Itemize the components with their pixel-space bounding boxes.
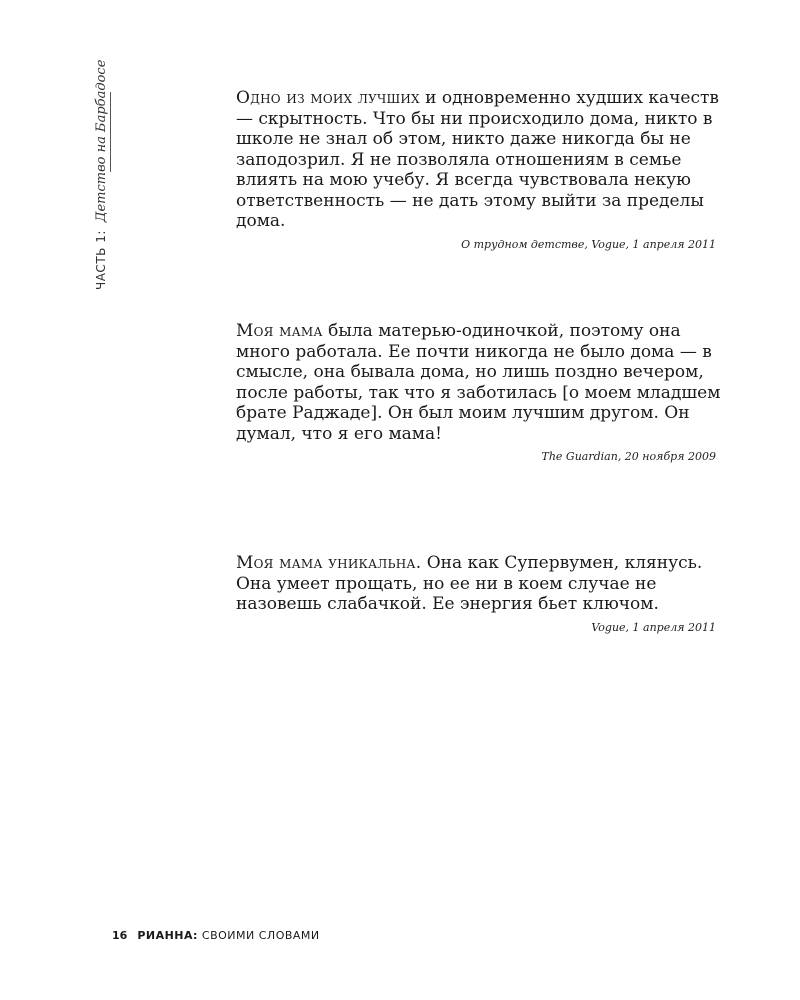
page-footer [112, 929, 320, 942]
quote-text [236, 88, 722, 232]
quote-source: Vogue, 1 апреля 2011 [591, 620, 716, 634]
quote-block [236, 553, 722, 635]
book-author: РИАННА: [137, 929, 198, 942]
quote-body: Она как Супервумен, клянусь. Она умеет прощать, но ее ни в коем случае не назовешь слабачкой. Ее энергия бьет ключом. [236, 553, 703, 614]
book-subtitle: СВОИМИ СЛОВАМИ [201, 929, 320, 942]
quote-lead: Моя мама уникальна. [236, 553, 422, 573]
quote-text [236, 553, 722, 615]
quote-lead: Моя мама [236, 321, 323, 341]
quote-lead: Одно из моих лучших [236, 88, 420, 108]
part-label: ЧАСТЬ 1: [94, 230, 108, 290]
quote-body: и одновременно худших качеств — скрытность. Что бы ни происходило дома, никто в школе не знал об этом, никто даже никогда бы не заподозрил. Я не позволяла отношениям в семье влиять на мою учебу. Я всегда чувствовала некую ответственность — не дать этому выйти за пределы дома. [236, 88, 719, 231]
quote-block [236, 321, 722, 464]
quote-source: О трудном детстве, Vogue, 1 апреля 2011 [461, 237, 716, 251]
quote-block [236, 88, 722, 252]
quote-text [236, 321, 722, 444]
part-title: Детство на Барбадосе [93, 59, 109, 223]
quote-source: The Guardian, 20 ноября 2009 [541, 450, 716, 463]
running-side-header [86, 59, 116, 290]
page-number: 16 [112, 929, 128, 942]
quote-body: была матерью-одиночкой, поэтому она много работала. Ее почти никогда не было дома — в смысле, она бывала дома, но лишь поздно вечером, после работы, так что я заботилась [о моем младшем брате Раджаде]. Он был моим лучшим другом. Он думал, что я его мама! [236, 321, 721, 444]
